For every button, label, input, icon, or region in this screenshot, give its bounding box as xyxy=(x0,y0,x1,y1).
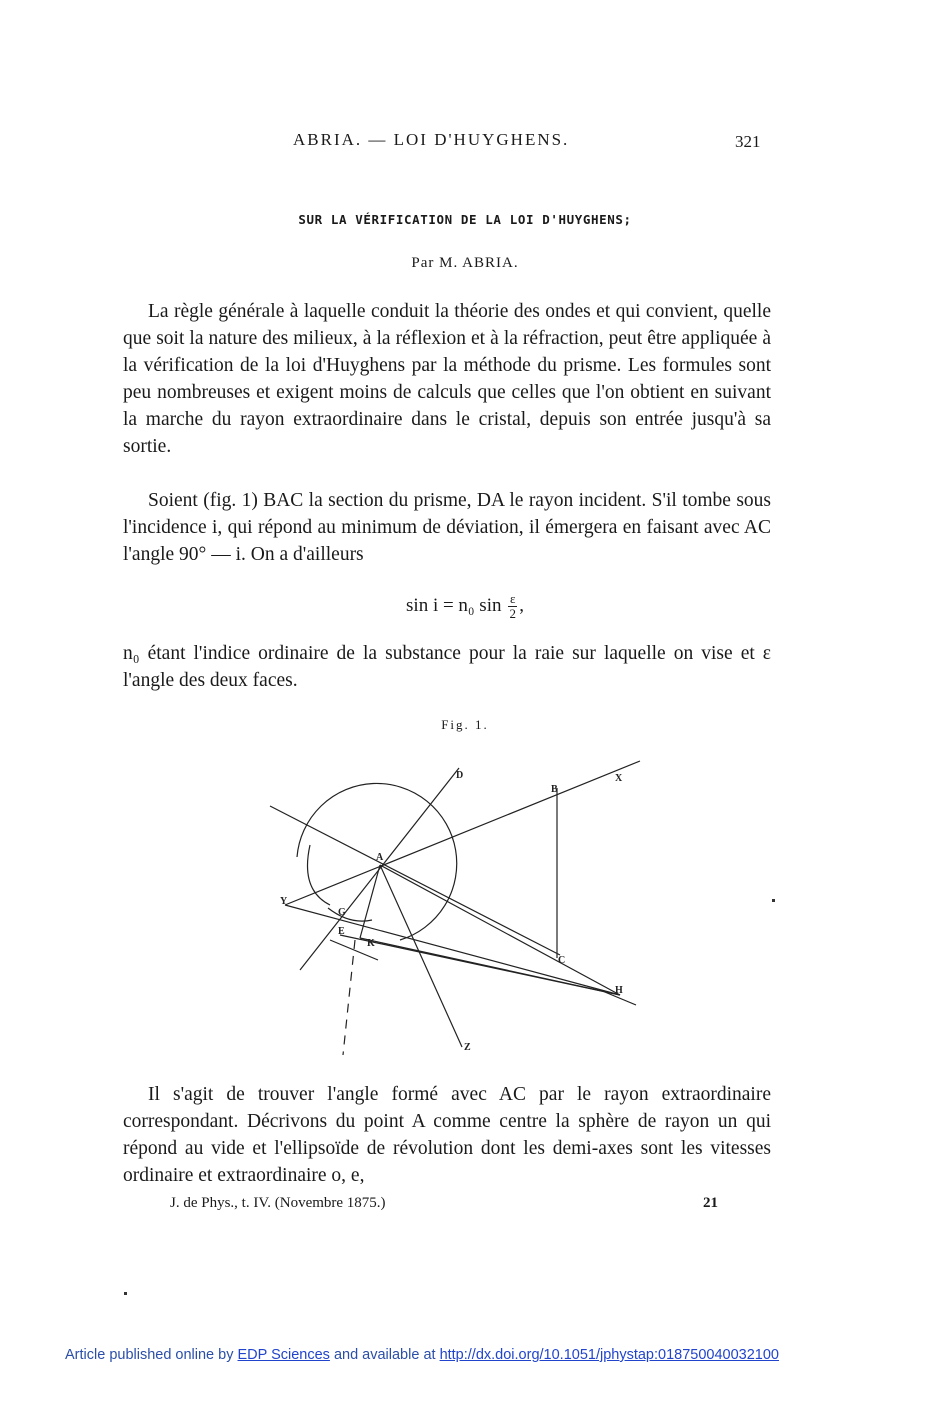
label-D: D xyxy=(456,770,464,781)
page-number: 321 xyxy=(735,132,761,151)
label-K: K xyxy=(367,938,375,949)
running-title: ABRIA. — LOI D'HUYGHENS. xyxy=(293,130,570,149)
line-K-H xyxy=(360,938,620,995)
line-A-K xyxy=(360,865,380,938)
line-dashed-normal xyxy=(343,940,355,1055)
line-A-Z xyxy=(380,865,462,1047)
paragraph-3: n₀ étant l'indice ordinaire de la substance pour la raie sur laquelle on vise et ε l'angle des deux faces. xyxy=(123,643,771,691)
banner-prefix: Article published online by xyxy=(65,1347,234,1363)
equation-lhs: sin i = n₀ sin xyxy=(406,594,502,616)
banner-middle: and available at xyxy=(333,1347,436,1363)
line-Y-H xyxy=(285,905,620,995)
publication-banner xyxy=(65,1347,779,1363)
paragraph-1-text: La règle générale à laquelle conduit la théorie des ondes et qui convient, quelle que soit la nature des milieux, à la réflexion et à la réfraction, peut être appliquée à la vérification de la loi d'Huyghens par la méthode du prisme. Les formules sont peu nombreuses et exigent moins de calculs que celles que l'on obtient en suivant la marche du rayon extraordinaire dans le cristal, depuis son entrée jusqu'à sa sortie. xyxy=(123,301,771,457)
equation-frac-num: ε xyxy=(510,591,516,606)
article-byline: Par M. ABRIA. xyxy=(411,255,519,271)
equation-tail: , xyxy=(519,594,524,616)
label-H: H xyxy=(615,985,623,996)
article-title: SUR LA VÉRIFICATION DE LA LOI D'HUYGHENS; xyxy=(298,212,632,227)
equation-frac-den: 2 xyxy=(509,606,516,621)
line-A-H xyxy=(380,865,620,995)
line-B-Y xyxy=(285,761,640,905)
figure-label: Fig. 1. xyxy=(441,717,489,732)
label-X: X xyxy=(615,773,623,784)
label-A: A xyxy=(376,852,384,863)
label-Y: Y xyxy=(280,896,288,907)
journal-reference: J. de Phys., t. IV. (Novembre 1875.) xyxy=(170,1195,386,1211)
label-E: E xyxy=(338,926,345,937)
label-B: B xyxy=(551,784,558,795)
paragraph-4-text: Il s'agit de trouver l'angle formé avec AC par le rayon extraordinaire correspondant. Décrivons du point A comme centre la sphère de rayon un qui répond au vide et l'ellipsoïde de révolution dont les demi-axes sont les vitesses ordinaire et extraordinaire o, e, xyxy=(123,1084,771,1186)
label-Z: Z xyxy=(464,1042,471,1053)
paragraph-2-text: Soient (fig. 1) BAC la section du prisme, DA le rayon incident. S'il tombe sous l'incidence i, qui répond au minimum de déviation, il émergera en faisant avec AC l'angle 90° — i. On a d'ailleurs xyxy=(123,490,771,565)
doi-link[interactable]: http://dx.doi.org/10.1051/jphystap:018750040032100 xyxy=(439,1347,779,1363)
inner-arc xyxy=(308,845,331,905)
edp-sciences-link[interactable]: EDP Sciences xyxy=(237,1347,330,1363)
signature-mark: 21 xyxy=(703,1195,718,1211)
scan-speck xyxy=(124,1292,127,1295)
label-C: C xyxy=(558,955,566,966)
scan-speck xyxy=(772,899,775,902)
label-G: G xyxy=(338,907,346,918)
paragraph-4 xyxy=(123,1081,771,1189)
line-face xyxy=(270,806,560,955)
